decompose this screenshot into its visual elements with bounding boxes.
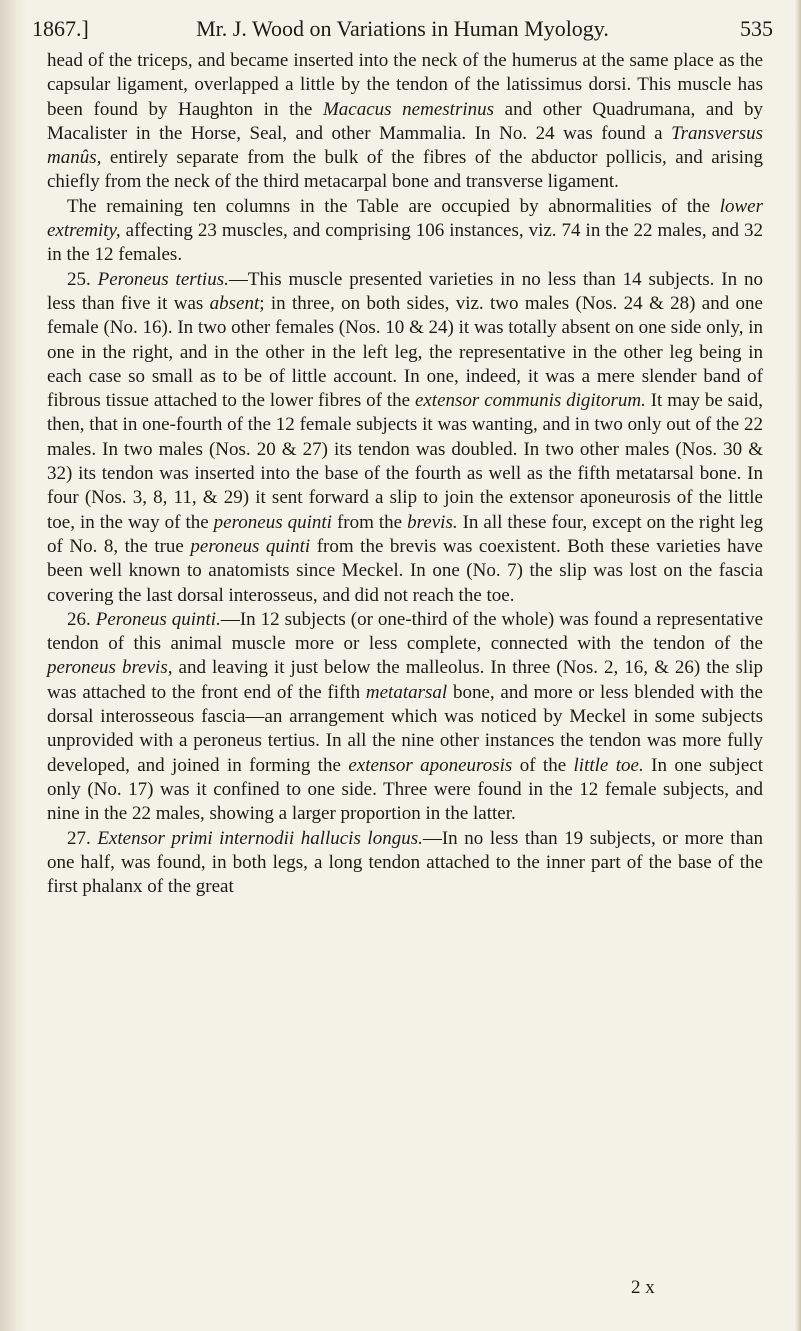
text-run: bone, and more or less blended with the dorsal interosseous fascia—an arrangement which was noticed by Meckel in some subjects unprovided with a peroneus tertius. In all the nine other instances the tendon was more fully developed, and joined in forming the xyxy=(47,681,763,776)
text-run: In all these four, except on the right leg of No. 8, the true xyxy=(47,511,763,557)
page-edge-shadow xyxy=(795,0,801,1331)
page-gutter-shadow xyxy=(0,0,26,1331)
italic-term: peroneus quinti xyxy=(213,511,332,533)
italic-term: absent xyxy=(209,292,260,314)
italic-term: Transversus manûs, xyxy=(47,122,763,169)
italic-term: extensor aponeurosis xyxy=(348,754,513,776)
italic-term: Macacus nemestrinus xyxy=(322,98,495,120)
text-run: of the xyxy=(512,754,574,776)
text-run: from the xyxy=(331,511,408,533)
text-run: The remaining ten columns in the Table are occupied by abnormalities of the xyxy=(67,195,720,217)
running-title: Mr. J. Wood on Variations in Human Myology. xyxy=(196,16,609,41)
text-run: and leaving it just below the malleolus. In three (Nos. 2, 16, & 26) the slip was attached to the front end of the fifth xyxy=(47,657,763,703)
text-run: It may be said, then, that in one-fourth of the 12 female subjects it was wanting, and in two only out of the 22 males. In two males (Nos. 20 & 27) its tendon was doubled. In two other males (Nos. 30 & 32) its tendon was inserted into the base of the fourth as well as the fifth metatarsal bone. In four (Nos. 3, 8, 11, & 29) it sent forward a slip to join the extensor aponeurosis of the little toe, in the way of the xyxy=(47,390,764,533)
italic-term: peroneus quinti xyxy=(190,535,311,557)
italic-term: Extensor primi internodii hallucis longus. xyxy=(97,827,423,849)
italic-term: lower extremity, xyxy=(47,195,763,242)
page-number: 535 xyxy=(740,16,773,41)
paragraph xyxy=(47,608,763,827)
italic-term: little toe. xyxy=(573,754,644,776)
text-run: head of the triceps, and became inserted into the neck of the humerus at the same place as the capsular ligament, overlapped a little by the tendon of the latissimus dorsi. This muscle has been found by Haughton in the xyxy=(47,50,763,120)
text-run: —In 12 subjects (or one-third of the whole) was found a representative tendon of this animal muscle more or less complete, connected with the tendon of the xyxy=(47,608,763,655)
text-run: ; in three, on both sides, viz. two males (Nos. 24 & 28) and one female (No. 16). In two other females (Nos. 10 & 24) it was totally absent on one side only, in one in the right, and in the other in the left leg, the representative in the other leg being in each case so small as to be of little account. In one, indeed, it was a mere slender band of fibrous tissue attached to the lower fibres of the xyxy=(47,292,763,412)
italic-term: extensor communis digitorum. xyxy=(414,390,646,412)
italic-term: Peroneus tertius. xyxy=(97,268,229,290)
italic-term: peroneus brevis, xyxy=(47,657,173,679)
text-run: from the brevis was coexistent. Both these varieties have been well known to anatomists since Meckel. In one (No. 7) the slip was lost on the fascia covering the last dorsal interosseus, and did not reach the toe. xyxy=(47,535,763,606)
text-run: 25. xyxy=(67,268,98,290)
text-run: 27. xyxy=(67,827,98,849)
italic-term: metatarsal xyxy=(365,681,448,703)
paragraph xyxy=(47,49,763,195)
text-run: 26. xyxy=(67,608,96,630)
paragraph xyxy=(47,268,763,608)
paragraph xyxy=(47,195,763,268)
text-run: and other Quadrumana, and by Macalister in the Horse, Seal, and other Mammalia. In No. 24 was found a xyxy=(47,98,763,144)
paragraph xyxy=(47,827,763,900)
italic-term: brevis. xyxy=(407,511,458,533)
text-run: entirely separate from the bulk of the fibres of the abductor pollicis, and arising chiefly from the neck of the third metacarpal bone and transverse ligament. xyxy=(47,147,763,193)
running-header xyxy=(32,14,773,44)
text-run: —In no less than 19 subjects, or more than one half, was found, in both legs, a long tendon attached to the inner part of the base of the first phalanx of the great xyxy=(47,827,763,898)
header-year: 1867.] xyxy=(32,16,89,41)
body-text xyxy=(47,49,763,899)
text-run: In one subject only (No. 17) was it confined to one side. Three were found in the 12 female subjects, and nine in the 22 males, showing a larger proportion in the latter. xyxy=(47,754,763,825)
signature-mark: 2 x xyxy=(631,1277,655,1298)
text-run: —This muscle presented varieties in no less than 14 subjects. In no less than five it was xyxy=(47,268,763,314)
text-run: affecting 23 muscles, and comprising 106 instances, viz. 74 in the 22 males, and 32 in the 12 females. xyxy=(47,220,763,266)
italic-term: Peroneus quinti. xyxy=(95,608,221,630)
